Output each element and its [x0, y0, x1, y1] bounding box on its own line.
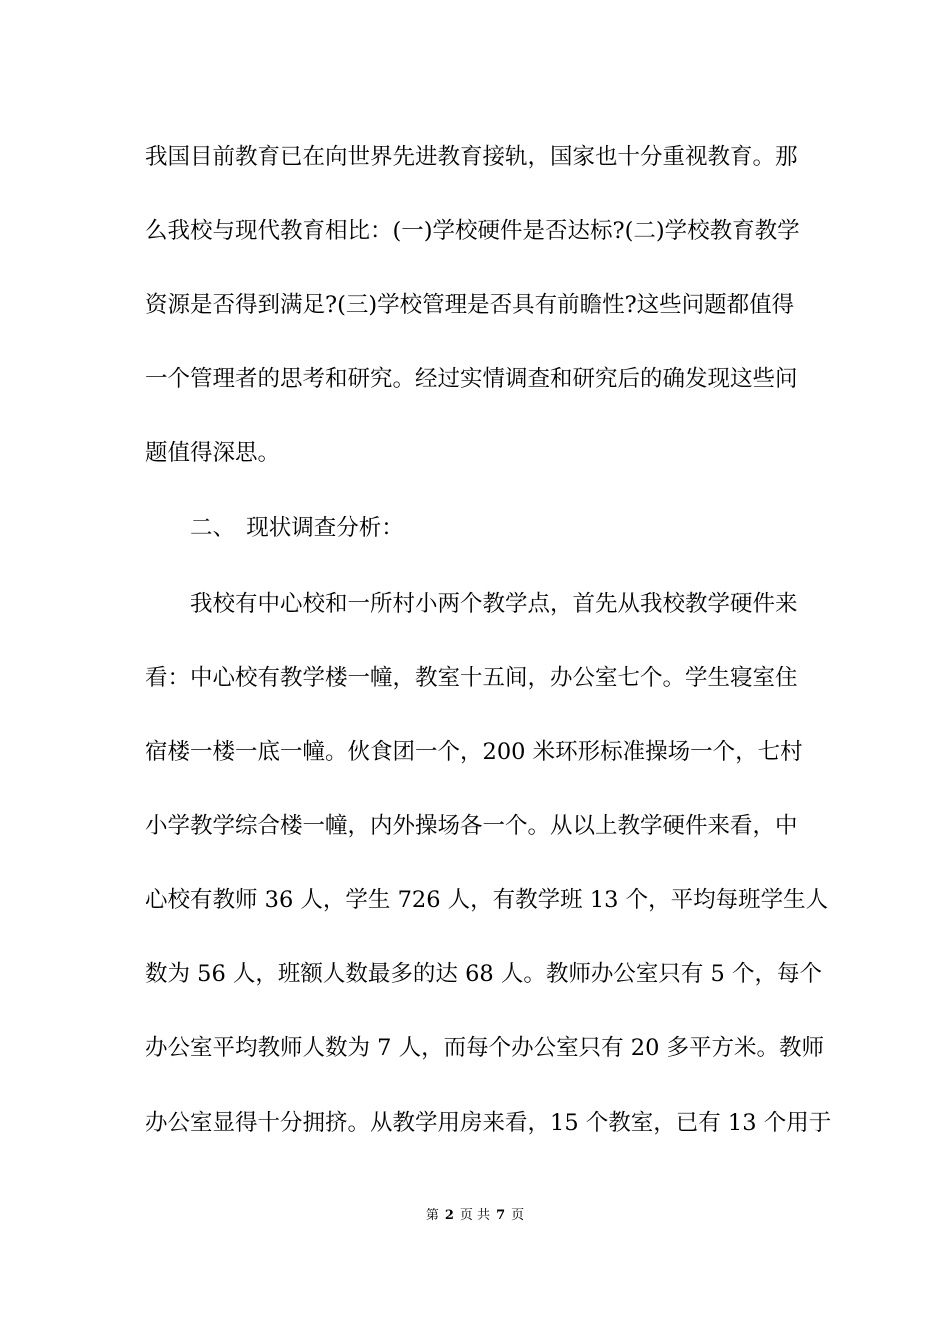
text-line: 资源是否得到满足?(三)学校管理是否具有前瞻性?这些问题都值得	[145, 292, 795, 318]
text-line: 一个管理者的思考和研究。经过实情调查和研究后的确发现这些问	[145, 366, 798, 392]
footer-middle: 页 共	[459, 1208, 491, 1223]
text-line: 看：中心校有教学楼一幢，教室十五间，办公室七个。学生寝室住	[145, 665, 798, 691]
text-line: 我国目前教育已在向世界先进教育接轨，国家也十分重视教育。那	[145, 144, 798, 170]
text-line: 我校有中心校和一所村小两个教学点，首先从我校教学硬件来	[145, 591, 798, 617]
current-page-number: 2	[444, 1208, 454, 1223]
text-line: 题值得深思。	[145, 440, 281, 466]
text-line: 数为 56 人，班额人数最多的达 68 人。教师办公室只有 5 个，每个	[145, 961, 822, 987]
text-line: 么我校与现代教育相比：(一)学校硬件是否达标?(二)学校教育教学	[145, 218, 800, 244]
section-heading: 二、 现状调查分析：	[145, 515, 404, 541]
text-line: 办公室平均教师人数为 7 人，而每个办公室只有 20 多平方米。教师	[145, 1035, 825, 1061]
page-footer	[0, 1207, 950, 1225]
text-line: 办公室显得十分拥挤。从教学用房来看，15 个教室，已有 13 个用于	[145, 1110, 832, 1136]
footer-prefix: 第	[425, 1208, 439, 1223]
text-line: 心校有教师 36 人，学生 726 人，有教学班 13 个，平均每班学生人	[145, 887, 829, 913]
text-line: 宿楼一楼一底一幢。伙食团一个，200 米环形标准操场一个，七村	[145, 739, 803, 765]
total-page-number: 7	[496, 1208, 506, 1223]
text-line: 小学教学综合楼一幢，内外操场各一个。从以上教学硬件来看，中	[145, 813, 798, 839]
footer-suffix: 页	[511, 1208, 525, 1223]
